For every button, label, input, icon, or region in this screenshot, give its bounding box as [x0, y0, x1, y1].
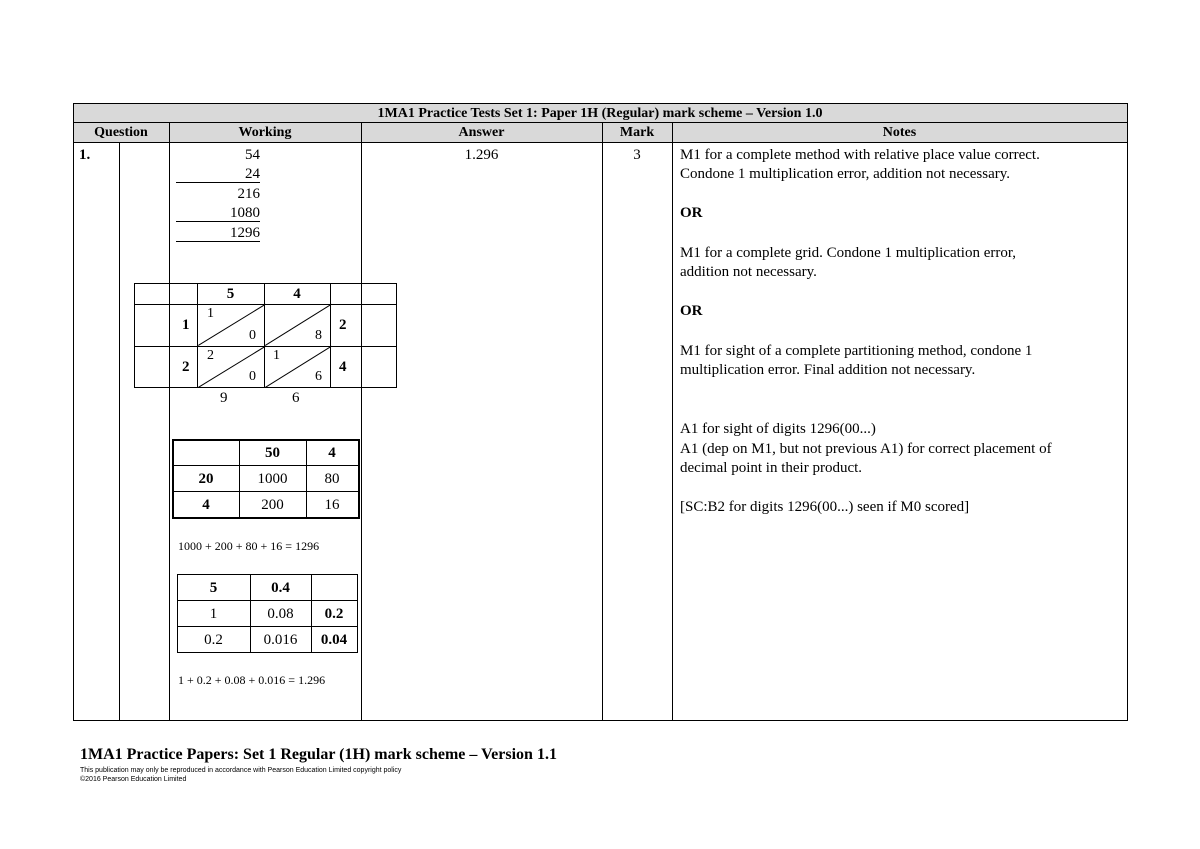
grid1-header-3: 4 [328, 445, 336, 461]
lattice-bottom-2: 6 [292, 390, 300, 406]
note-line: M1 for a complete grid. Condone 1 multiplication error, [680, 245, 1016, 261]
grid2-cell: 0.2 [204, 632, 223, 648]
lattice-cell-4-lower: 6 [315, 369, 322, 384]
lattice-cell-2-lower: 8 [315, 328, 322, 343]
lattice-cell-3-lower: 0 [249, 369, 256, 384]
footer-title: 1MA1 Practice Papers: Set 1 Regular (1H) mark scheme – Version 1.1 [80, 746, 557, 763]
lattice-top-1: 5 [226, 286, 235, 302]
col-divider-mark [602, 122, 603, 721]
note-or: OR [680, 205, 703, 221]
lattice-left-1: 1 [182, 317, 190, 333]
note-line: A1 for sight of digits 1296(00...) [680, 421, 876, 437]
underline [176, 221, 260, 222]
grid1-header-2: 50 [265, 445, 280, 461]
underline [176, 241, 260, 242]
note-line: [SC:B2 for digits 1296(00...) seen if M0 scored] [680, 499, 970, 515]
lattice-top-2: 4 [293, 286, 301, 302]
final-product: 1296 [230, 225, 260, 241]
table-border-left [73, 103, 74, 721]
grid1-cell: 16 [324, 497, 340, 513]
grid1-cell: 200 [261, 497, 284, 513]
note-line: addition not necessary. [680, 264, 817, 280]
grid1-cell: 20 [198, 471, 214, 487]
grid2-header-2: 0.4 [271, 580, 290, 596]
grid2-cell: 0.016 [263, 632, 298, 648]
question-subcol-divider [119, 142, 120, 721]
lattice-bottom-1: 9 [220, 390, 228, 406]
question-number: 1. [79, 147, 91, 163]
grid2-cell: 0.08 [267, 606, 294, 622]
grid2-cell: 1 [209, 606, 218, 622]
grid1-cell: 1000 [257, 471, 288, 487]
footer-copyright: ©2016 Pearson Education Limited [80, 776, 187, 783]
grid2-cell: 0.2 [324, 606, 344, 622]
sum-decimal: 1 + 0.2 + 0.08 + 0.016 = 1.296 [178, 673, 326, 687]
lattice-cell-3-upper: 2 [207, 348, 214, 363]
grid2-header-1: 5 [209, 580, 218, 596]
grid2-cell: 0.04 [320, 632, 348, 648]
lattice-right-2: 4 [339, 359, 347, 375]
lattice-cell-1-lower: 0 [249, 328, 256, 343]
note-line: M1 for sight of a complete partitioning method, condone 1 [680, 343, 1033, 359]
table-border-top [73, 103, 1127, 104]
col-divider-working [169, 122, 170, 721]
sum-whole: 1000 + 200 + 80 + 16 = 1296 [178, 539, 320, 553]
lattice-right-1: 2 [339, 317, 347, 333]
header-answer: Answer [458, 125, 505, 140]
answer-value: 1.296 [464, 147, 499, 163]
lattice-cell-1-upper: 1 [207, 306, 214, 321]
underline [176, 182, 260, 183]
header-mark: Mark [619, 125, 655, 140]
note-line: Condone 1 multiplication error, addition not necessary. [680, 166, 1011, 182]
note-line: M1 for a complete method with relative place value correct. [680, 147, 1040, 163]
note-line: A1 (dep on M1, but not previous A1) for correct placement of [680, 441, 1052, 457]
note-line: decimal point in their product. [680, 460, 863, 476]
partial-product-2: 1080 [230, 205, 260, 221]
header-notes: Notes [882, 125, 917, 140]
multiplicand: 54 [245, 147, 260, 163]
header-divider [73, 142, 1127, 143]
lattice-left-2: 2 [182, 359, 190, 375]
footer-copyright-policy: This publication may only be reproduced in accordance with Pearson Education Limited copyright policy [80, 767, 402, 774]
header-working: Working [238, 125, 292, 140]
header-question: Question [94, 125, 148, 140]
mark-value: 3 [633, 147, 641, 163]
table-border-bottom [73, 720, 1127, 721]
note-or: OR [680, 303, 703, 319]
note-line: multiplication error. Final addition not necessary. [680, 362, 976, 378]
col-divider-notes [672, 122, 673, 721]
grid1-cell: 80 [324, 471, 340, 487]
partial-product-1: 216 [237, 186, 260, 202]
col-divider-answer [361, 122, 362, 721]
table-border-right [1127, 103, 1128, 721]
grid1-cell: 4 [202, 497, 210, 513]
multiplier: 24 [245, 166, 260, 182]
lattice-cell-4-upper: 1 [273, 348, 280, 363]
table-title: 1MA1 Practice Tests Set 1: Paper 1H (Regular) mark scheme – Version 1.0 [377, 106, 823, 121]
